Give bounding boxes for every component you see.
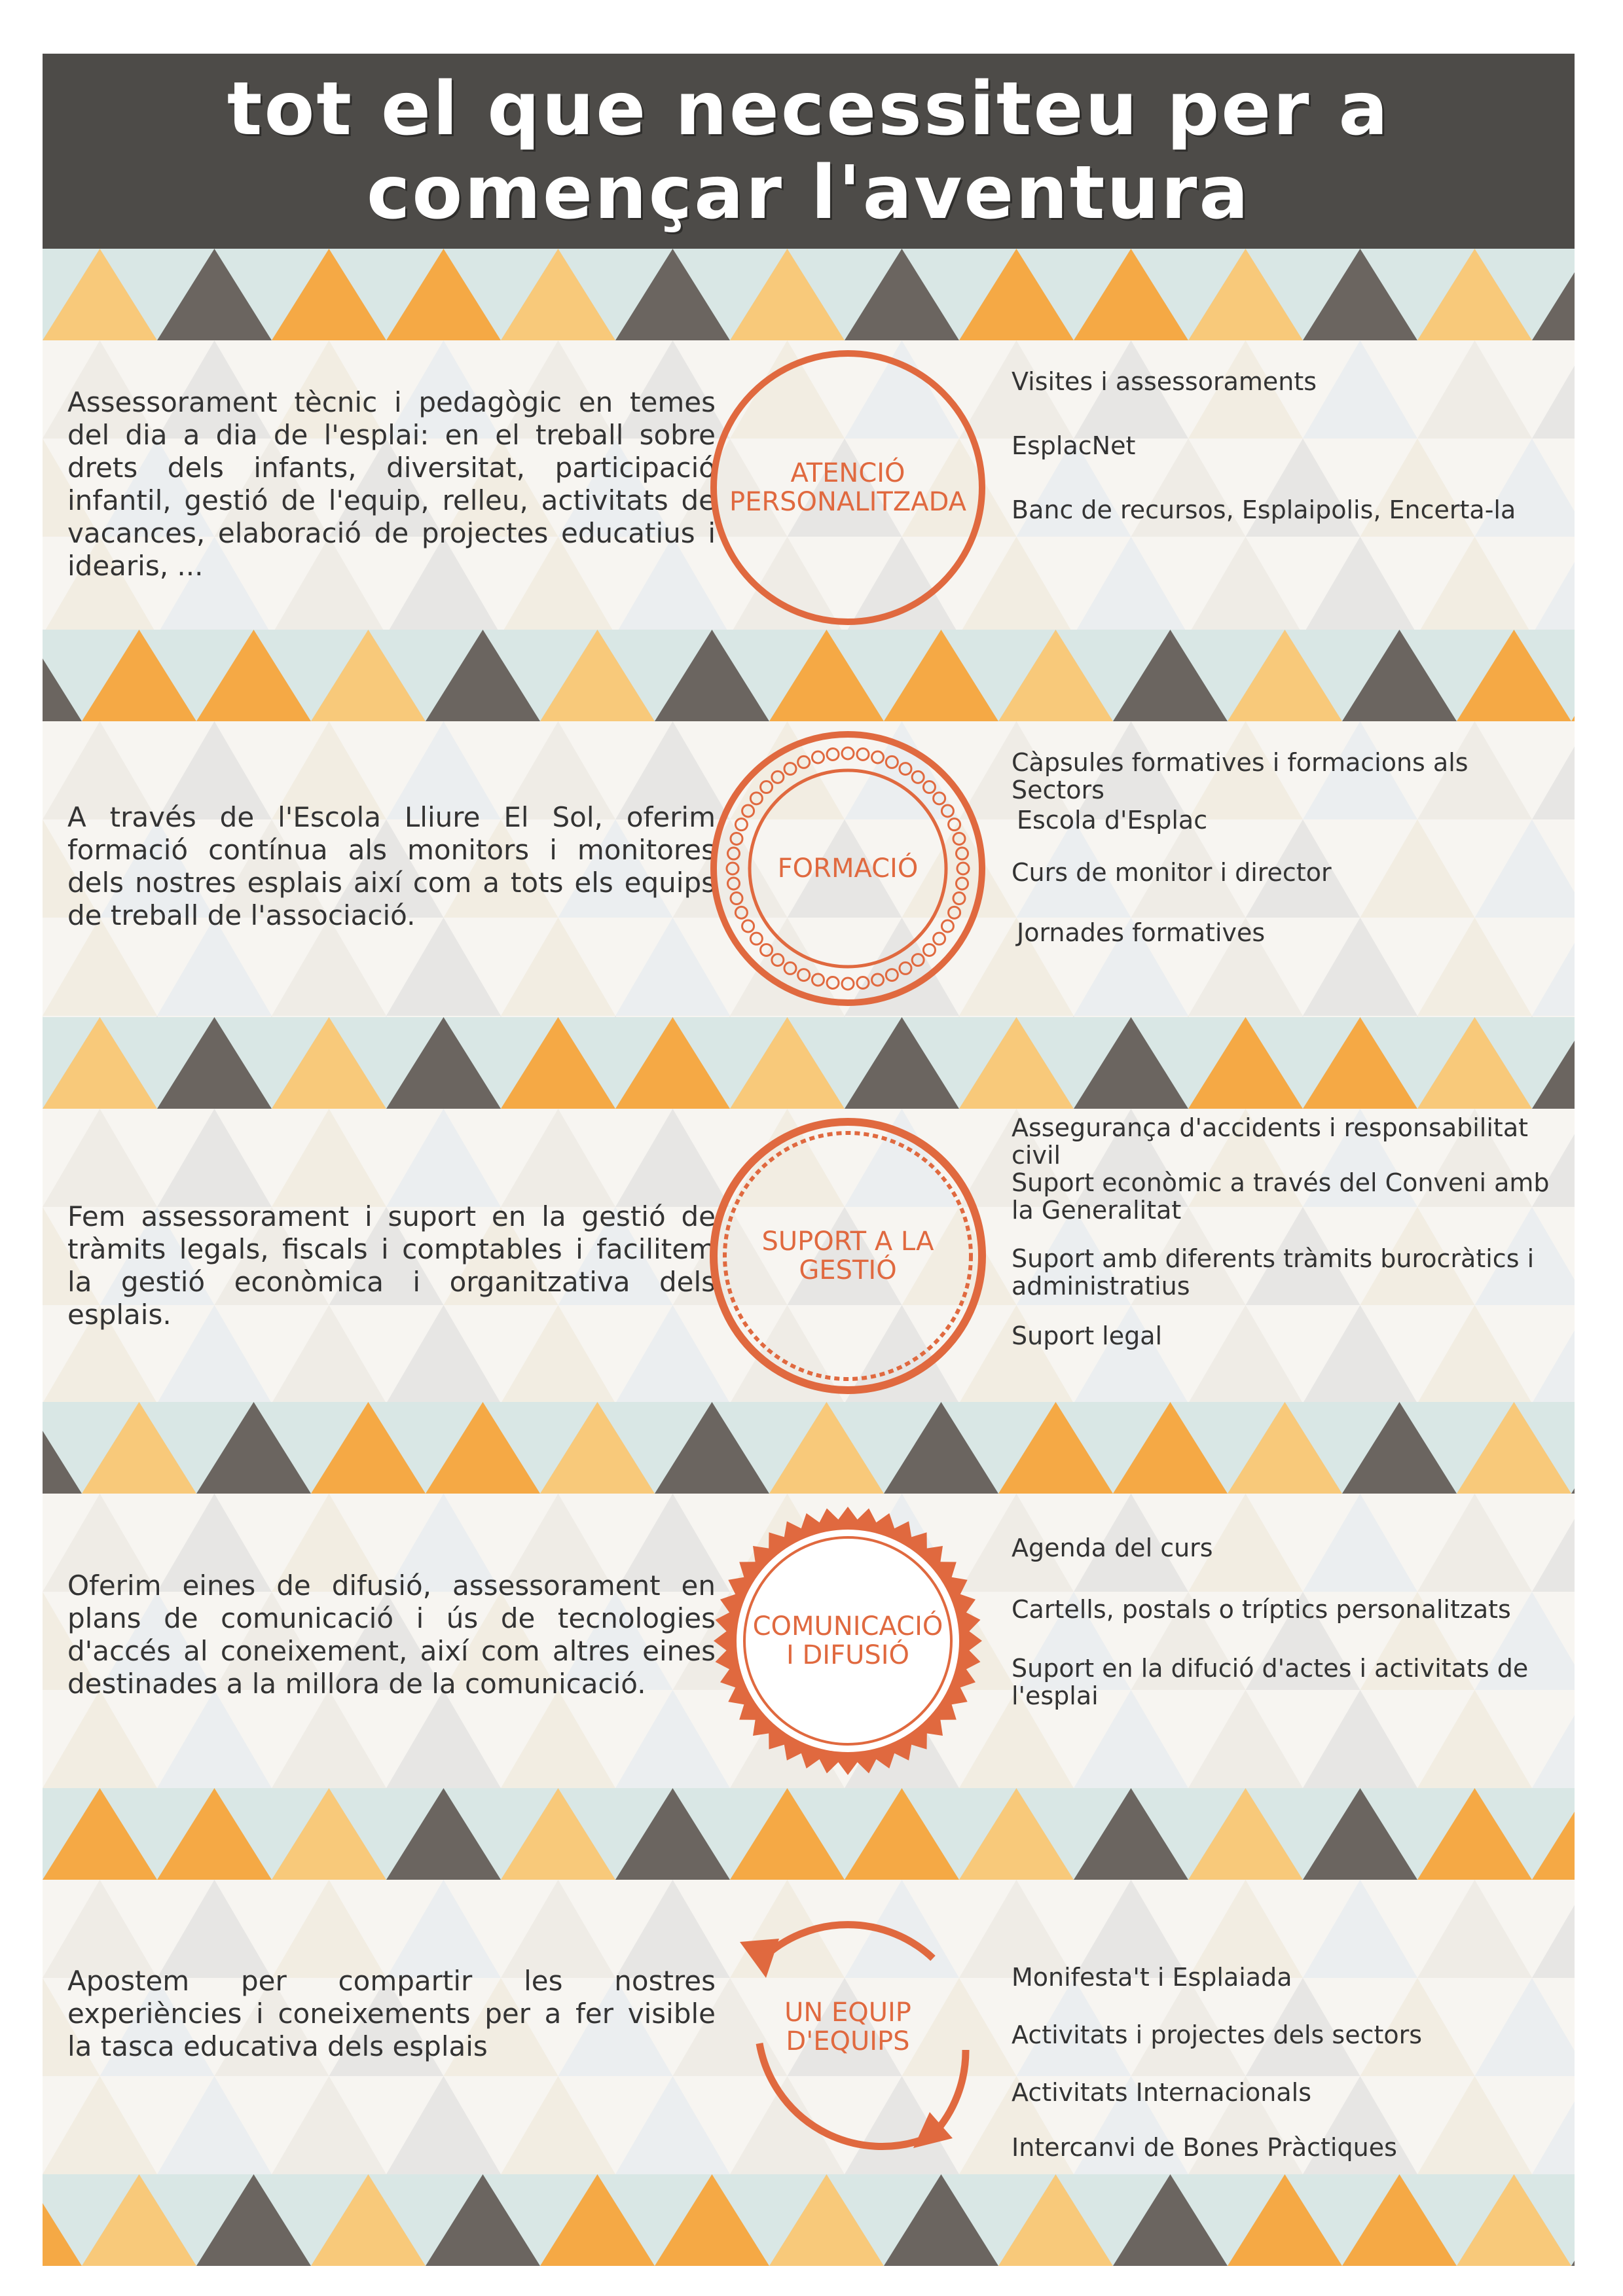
triangle-band — [43, 630, 1575, 721]
badge-formacio — [701, 721, 995, 1016]
badge-suport — [701, 1109, 995, 1403]
list-item: Cartells, postals o tríptics personalitzats — [1012, 1595, 1511, 1624]
list-item: Visites i assessoraments — [1012, 367, 1317, 396]
badge-label-line: COMUNICACIÓ — [752, 1611, 943, 1641]
triangle-band — [43, 2174, 1575, 2266]
section-description: A través de l'Escola Lliure El Sol, oferim formació contínua als monitors i monitores dels nostres esplais així com a tots els equips de treball de l'associació. — [67, 801, 716, 931]
list-item: Suport econòmic a través del Conveni amb la Generalitat — [1012, 1168, 1550, 1225]
triangle-band — [43, 1402, 1575, 1494]
badge-label-line: GESTIÓ — [799, 1255, 897, 1285]
poster — [43, 54, 1575, 2279]
badge-label-line: D'EQUIPS — [786, 2026, 910, 2056]
section-formacio — [43, 721, 1575, 1017]
list-item: Suport legal — [1012, 1321, 1163, 1350]
badge-label-line: ATENCIÓ — [790, 458, 905, 488]
badge-label-line: I DIFUSIÓ — [786, 1640, 910, 1670]
list-item: Jornades formatives — [1017, 918, 1266, 947]
list-item: Curs de monitor i director — [1012, 858, 1332, 887]
section-description: Fem assessorament i suport en la gestió de tràmits legals, fiscals i comptables i facilitem la gestió econòmica i organitzativa dels esplais. — [67, 1200, 716, 1331]
section-description: Apostem per compartir les nostres experiències i coneixements per a fer visible la tasca educativa dels esplais — [67, 1965, 716, 2062]
list-item: Escola d'Esplac — [1017, 806, 1208, 834]
list-item: Activitats Internacionals — [1012, 2078, 1312, 2107]
list-item: Activitats i projectes dels sectors — [1012, 2020, 1423, 2049]
list-item: EsplacNet — [1012, 431, 1136, 460]
section-description: Oferim eines de difusió, assessorament en plans de comunicació i ús de tecnologies d'accés al coneixement, així com altres eines destinades a la millora de la comunicació. — [67, 1570, 716, 1700]
section-comunicacio — [43, 1494, 1575, 1788]
list-item: Assegurança d'accidents i responsabilitat civil — [1012, 1113, 1529, 1170]
section-equip — [43, 1880, 1575, 2174]
triangle-band — [43, 1017, 1575, 1109]
badge-label-line: PERSONALITZADA — [729, 487, 967, 517]
list-item: Càpsules formatives i formacions als Sectors — [1012, 748, 1468, 804]
section-description: Assessorament tècnic i pedagògic en temes del dia a dia de l'esplai: en el treball sobre drets dels infants, diversitat, participació infantil, gestió de l'equip, relleu, activitats de vacances, elaboració de projectes educatius i idearis, ... — [67, 386, 716, 582]
list-item: Agenda del curs — [1012, 1534, 1213, 1562]
list-item: Suport en la difució d'actes i activitats de l'esplai — [1012, 1654, 1529, 1710]
list-item: Intercanvi de Bones Pràctiques — [1012, 2133, 1397, 2162]
badge-comunicacio — [701, 1494, 995, 1788]
triangle-band — [43, 1788, 1575, 1880]
section-suport — [43, 1109, 1575, 1402]
badge-label-line: UN EQUIP — [784, 1998, 911, 2028]
badge-atencio — [701, 340, 995, 635]
badge-equip — [701, 1880, 995, 2174]
badge-label-line: SUPORT A LA — [761, 1227, 934, 1257]
list-item: Banc de recursos, Esplaipolis, Encerta-la — [1012, 495, 1516, 524]
badge-label-line: FORMACIÓ — [777, 853, 919, 884]
title-line-1: tot el que necessiteu per a — [227, 67, 1391, 152]
list-item: Suport amb diferents tràmits burocràtics i administratius — [1012, 1244, 1535, 1300]
section-atencio — [43, 340, 1575, 630]
triangle-band — [43, 249, 1575, 340]
title-banner — [43, 54, 1575, 249]
list-item: Monifesta't i Esplaiada — [1012, 1963, 1292, 1992]
title-line-2: començar l'aventura — [367, 151, 1250, 236]
